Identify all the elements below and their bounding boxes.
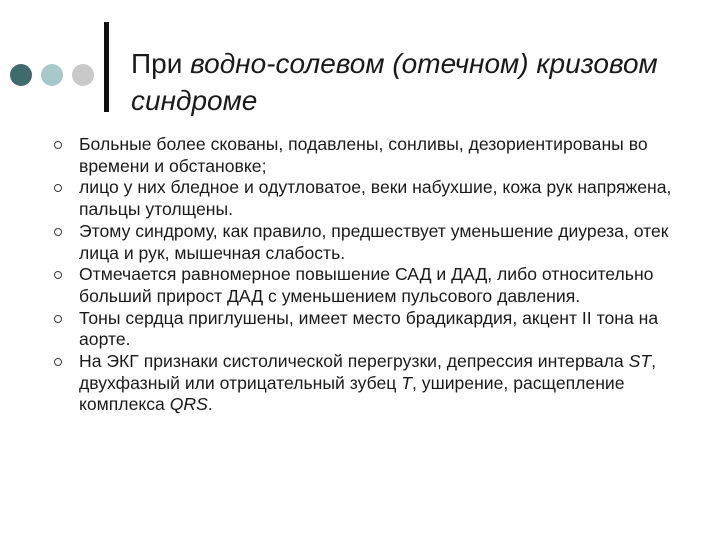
list-item	[50, 134, 690, 177]
list-item	[50, 221, 690, 264]
bullet-text: .	[207, 394, 213, 415]
bullet-text: QRS	[169, 394, 208, 415]
decorative-dots	[10, 64, 100, 88]
title-prefix: При	[131, 47, 191, 79]
bullet-text: Этому синдрому, как правило, предшествует уменьшение диуреза, отек лица и рук, мышечная слабость.	[79, 220, 669, 263]
bullet-text: , уширение, расщепление комплекса	[79, 372, 625, 415]
bullet-text: Больные более скованы, подавлены, сонливы, дезориентированы во времени и обстановке;	[79, 134, 648, 176]
bullet-circle-icon	[54, 184, 62, 192]
list-item	[50, 351, 690, 416]
list-item	[50, 264, 690, 307]
list-item	[50, 308, 690, 351]
title-italic: водно-солевом (отечном) кризовом синдроме	[131, 47, 658, 116]
bullet-circle-icon	[54, 141, 62, 149]
dot-dark-icon	[10, 64, 32, 86]
list-item	[50, 177, 690, 220]
bullet-text: T	[401, 372, 412, 393]
bullet-text: На ЭКГ признаки систолической перегрузки, депрессия интервала	[79, 351, 629, 372]
slide-title	[131, 45, 691, 119]
bullet-circle-icon	[54, 271, 62, 279]
bullet-list	[50, 134, 690, 416]
bullet-circle-icon	[54, 228, 62, 236]
dot-gray-icon	[72, 64, 94, 86]
bullet-circle-icon	[54, 358, 62, 366]
bullet-text: , двухфазный или отрицательный зубец	[79, 351, 656, 393]
bullet-text: Отмечается равномерное повышение САД и ДАД, либо относительно больший прирост ДАД с уменьшением пульсового давления.	[79, 264, 654, 306]
bullet-text: лицо у них бледное и одутловатое, веки набухшие, кожа рук напряжена, пальцы утолщены.	[79, 177, 672, 220]
bullet-text: Тоны сердца приглушены, имеет место брадикардия, акцент II тона на аорте.	[79, 307, 659, 350]
bullet-text: ST	[628, 351, 652, 372]
vertical-divider	[104, 22, 109, 112]
dot-light-icon	[41, 64, 63, 86]
bullet-circle-icon	[54, 315, 62, 323]
